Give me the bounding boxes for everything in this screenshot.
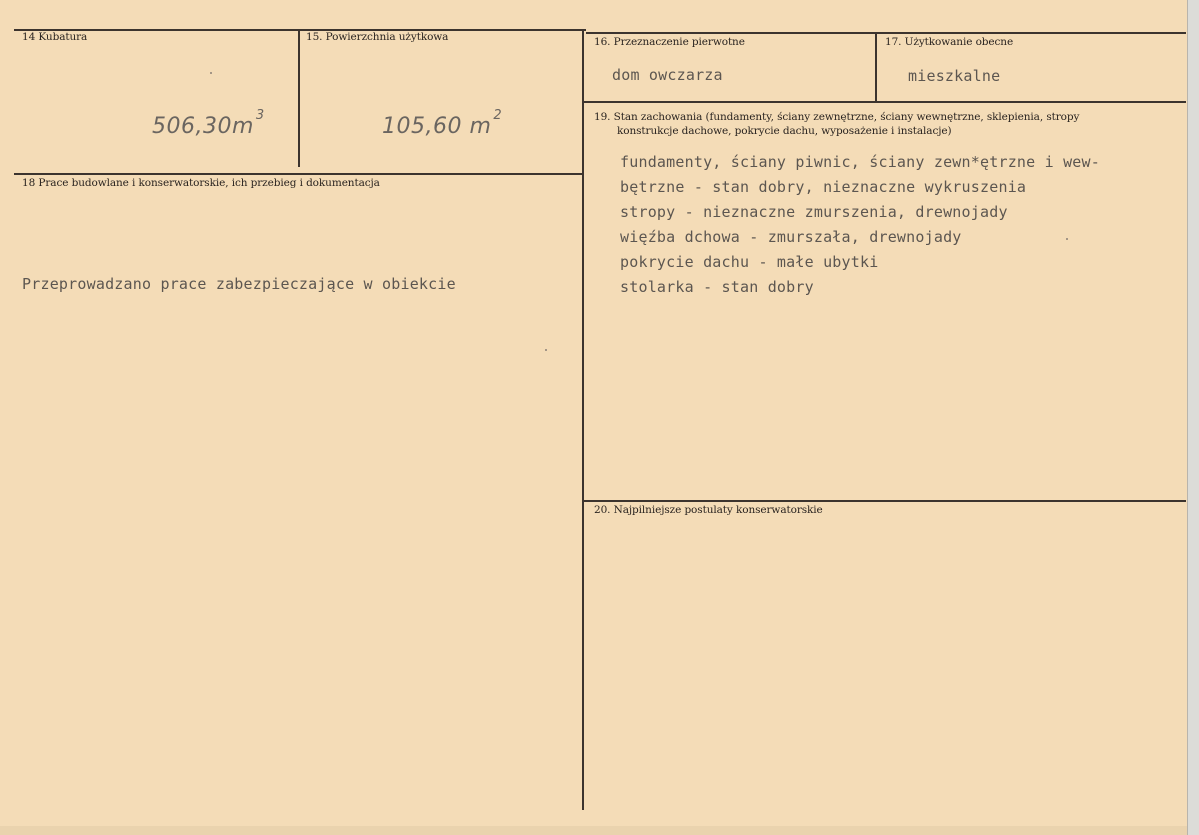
divider-center (582, 30, 584, 810)
condition-line: stropy - nieznaczne zmurszenia, drewnojady (620, 203, 1008, 221)
top-border-line-right (586, 32, 1186, 34)
field-19-label-line1: 19. Stan zachowania (fundamenty, ściany zewnętrzne, ściany wewnętrzne, sklepienia, stropy (594, 111, 1080, 123)
scan-edge-right (1187, 0, 1199, 835)
row-divider-right-mid (584, 500, 1186, 502)
field-15-value: 105,60 m $^2$ (382, 108, 503, 139)
field-14-value: 506,30m $^3$ (152, 108, 265, 139)
field-20-label: 20. Najpilniejsze postulaty konserwatorskie (594, 504, 823, 516)
paper-speck (1066, 238, 1068, 240)
paper-speck (545, 349, 547, 351)
condition-line: więźba dchowa - zmurszała, drewnojady (620, 228, 962, 246)
field-19-label-line2: konstrukcje dachowe, pokrycie dachu, wyposażenie i instalacje) (617, 125, 952, 137)
field-17-value: mieszkalne (908, 67, 1001, 85)
field-14-label: 14 Kubatura (22, 31, 88, 43)
field-16-label: 16. Przeznaczenie pierwotne (594, 36, 745, 48)
top-border-line (14, 29, 586, 31)
field-15-label: 15. Powierzchnia użytkowa (306, 31, 449, 43)
field-17-label: 17. Użytkowanie obecne (885, 36, 1014, 48)
row-divider-right-top (584, 101, 1186, 103)
field-18-label: 18 Prace budowlane i konserwatorskie, ich przebieg i dokumentacja (22, 177, 380, 189)
condition-line: pokrycie dachu - małe ubytki (620, 253, 879, 271)
paper-speck (210, 72, 212, 74)
divider-14-15 (298, 30, 300, 167)
scan-edge-bottom (0, 826, 1187, 835)
row-divider-left (14, 173, 584, 175)
field-19-value (620, 150, 1100, 300)
condition-line: stolarka - stan dobry (620, 278, 814, 296)
field-16-value: dom owczarza (612, 66, 723, 84)
field-18-value: Przeprowadzano prace zabezpieczające w obiekcie (22, 275, 456, 293)
condition-line: bętrzne - stan dobry, nieznaczne wykruszenia (620, 178, 1027, 196)
divider-16-17 (875, 33, 877, 101)
condition-line: fundamenty, ściany piwnic, ściany zewn*ętrzne i wew- (620, 153, 1100, 171)
